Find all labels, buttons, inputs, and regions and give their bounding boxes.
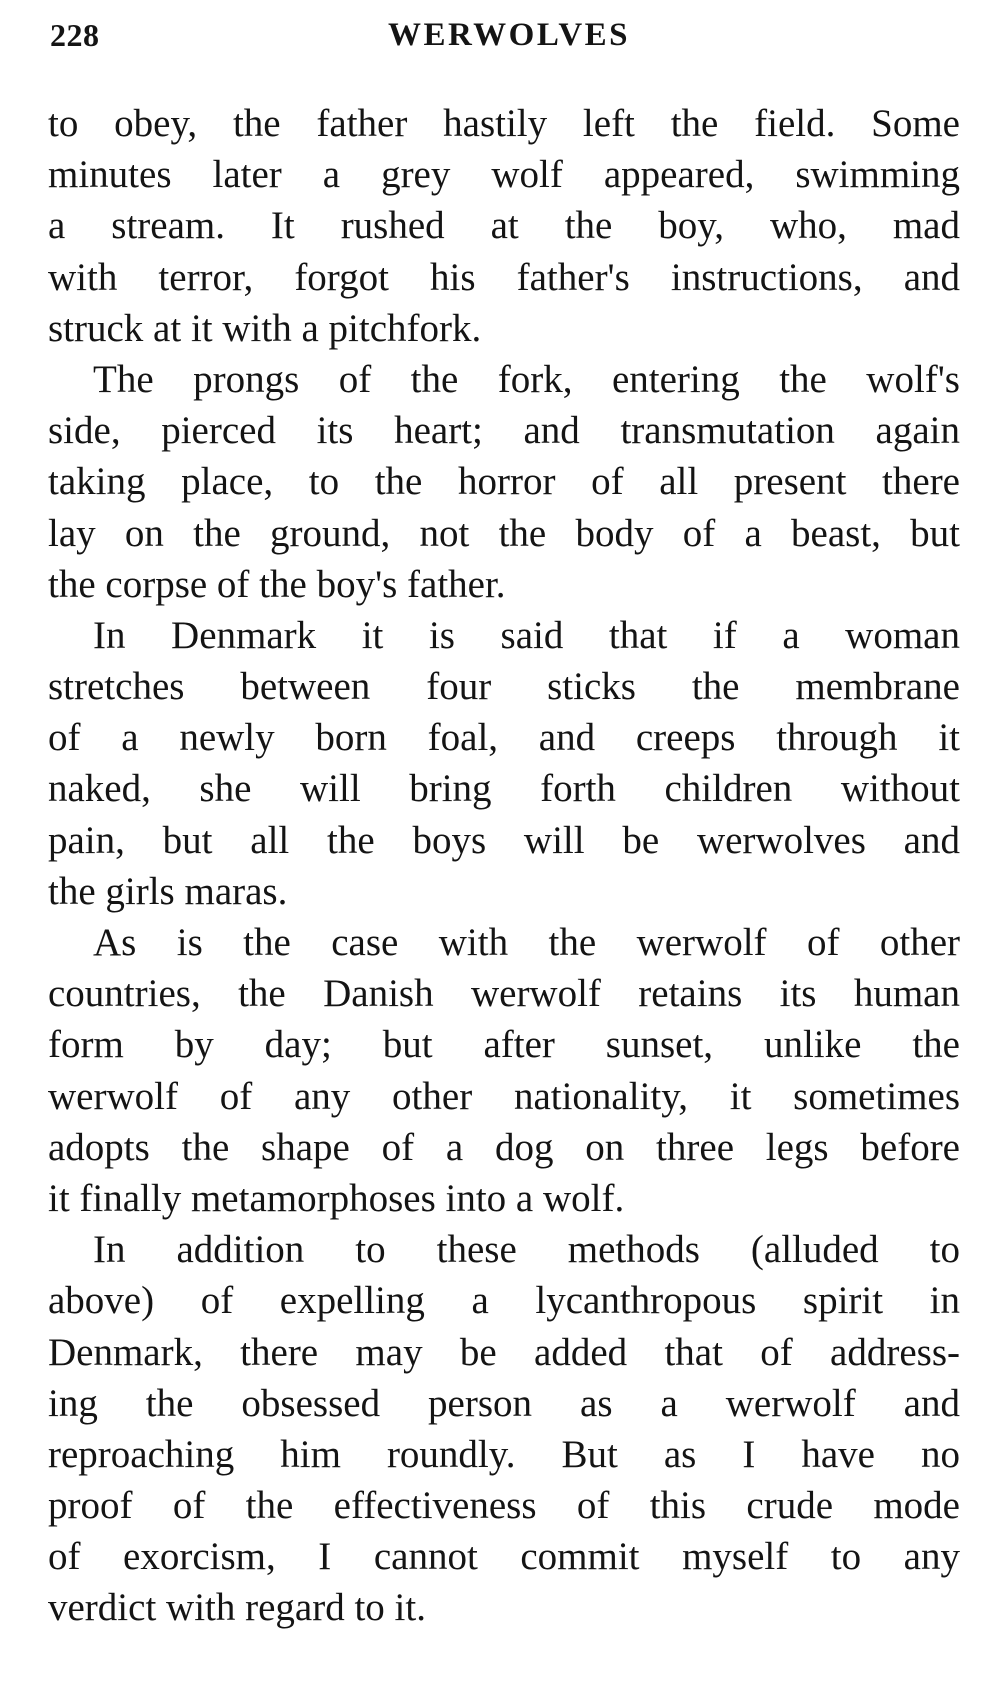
text-line: the corpse of the boy's father. xyxy=(48,562,506,606)
text-line: lay on the ground, not the body of a beast, but xyxy=(48,511,960,555)
text-line: The prongs of the fork, entering the wolf's xyxy=(93,357,960,401)
text-line: In Denmark it is said that if a woman xyxy=(93,613,960,657)
text-line: As is the case with the werwolf of other xyxy=(93,921,960,964)
paragraph xyxy=(48,98,960,354)
text-line: with terror, forgot his father's instructions, and xyxy=(48,255,960,299)
text-line: reproaching him roundly. But as I have no xyxy=(48,1432,960,1476)
text-line: naked, she will bring forth children without xyxy=(48,767,960,811)
text-line: it finally metamorphoses into a wolf. xyxy=(48,1176,625,1220)
page-number: 228 xyxy=(50,17,100,53)
text-line: of a newly born foal, and creeps through it xyxy=(48,716,960,760)
running-title: WERWOLVES xyxy=(387,17,631,53)
text-line: of exorcism, I cannot commit myself to any xyxy=(48,1535,960,1579)
text-line: form by day; but after sunset, unlike the xyxy=(48,1023,960,1067)
text-line: struck at it with a pitchfork. xyxy=(48,306,482,350)
text-line: taking place, to the horror of all present there xyxy=(48,460,960,504)
text-line: countries, the Danish werwolf retains its human xyxy=(48,972,960,1016)
text-line: verdict with regard to it. xyxy=(48,1586,426,1630)
body-text xyxy=(48,98,960,1634)
text-line: side, pierced its heart; and transmutation again xyxy=(48,409,960,453)
paragraph xyxy=(48,610,960,917)
text-line: the girls maras. xyxy=(48,869,288,913)
paragraph xyxy=(48,1224,960,1634)
running-head xyxy=(50,12,960,62)
text-line: pain, but all the boys will be werwolves and xyxy=(48,818,960,862)
text-line: ing the obsessed person as a werwolf and xyxy=(48,1381,960,1425)
text-line: minutes later a grey wolf appeared, swimming xyxy=(48,153,960,197)
text-line: above) of expelling a lycanthropous spirit in xyxy=(48,1279,960,1323)
text-line: werwolf of any other nationality, it sometimes xyxy=(48,1074,960,1118)
text-line: a stream. It rushed at the boy, who, mad xyxy=(48,204,960,248)
text-line: In addition to these methods (alluded to xyxy=(93,1228,960,1272)
text-line: adopts the shape of a dog on three legs before xyxy=(48,1125,960,1169)
paragraph xyxy=(48,354,960,610)
text-line: to obey, the father hastily left the field. Some xyxy=(48,102,960,145)
text-line: proof of the effectiveness of this crude mode xyxy=(48,1484,960,1528)
text-line: Denmark, there may be added that of address- xyxy=(48,1330,960,1374)
text-line: stretches between four sticks the membrane xyxy=(48,665,960,709)
paragraph xyxy=(48,917,960,1224)
